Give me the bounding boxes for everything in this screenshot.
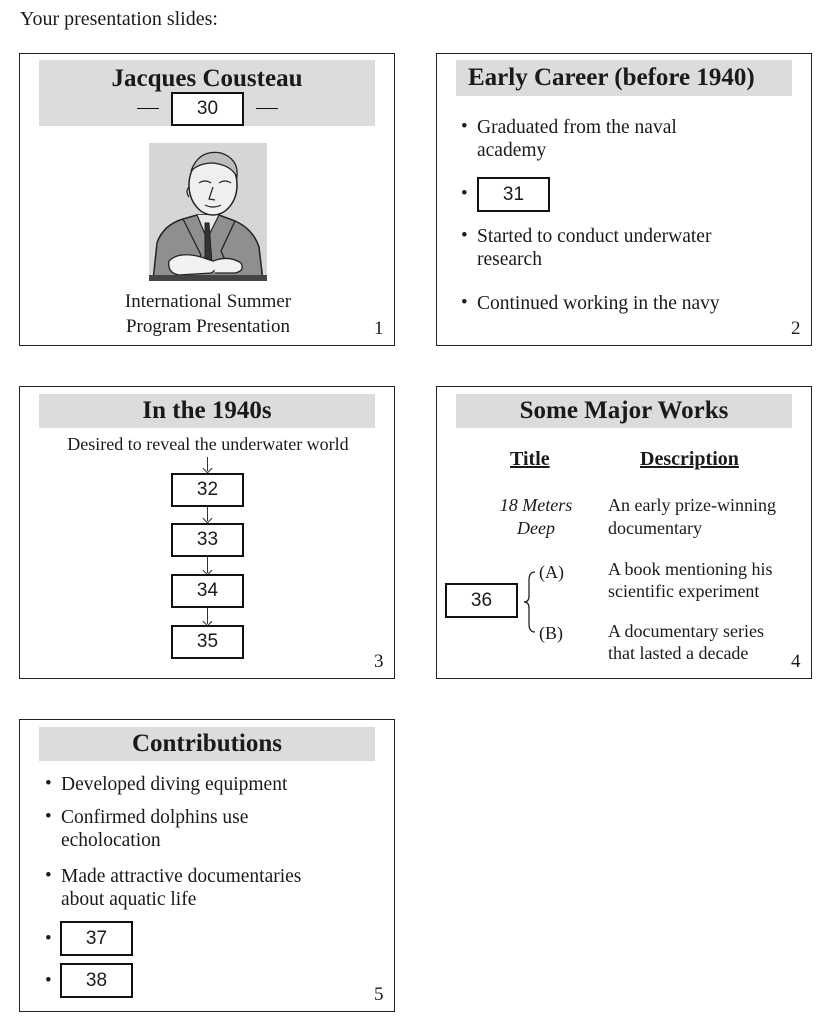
answer-box-30[interactable]: 30 bbox=[171, 92, 244, 126]
slide-1-title: Jacques Cousteau bbox=[111, 65, 303, 92]
bullet-text: Made attractive documentaries about aquatic life bbox=[61, 866, 302, 910]
slide-4-title-bar bbox=[456, 394, 792, 428]
bullet-dot: • bbox=[45, 865, 52, 886]
page-number: 1 bbox=[374, 318, 384, 339]
bullet-dot: • bbox=[45, 970, 52, 991]
page-number: 2 bbox=[791, 318, 801, 339]
bullet-dot: • bbox=[45, 773, 52, 794]
brace bbox=[523, 570, 539, 634]
bullet-dot: • bbox=[461, 183, 468, 204]
bullet-dot: • bbox=[45, 806, 52, 827]
portrait-image bbox=[149, 143, 267, 281]
bullet-text: Continued working in the navy bbox=[477, 293, 720, 314]
dash-left bbox=[137, 108, 159, 109]
page-number: 5 bbox=[374, 984, 384, 1005]
slide-3 bbox=[19, 386, 395, 679]
lead-text: Desired to reveal the underwater world bbox=[67, 434, 349, 454]
bullet-dot: • bbox=[461, 116, 468, 137]
work-description: A documentary series that lasted a decade bbox=[608, 621, 764, 663]
subtitle-line-1: International Summer bbox=[124, 291, 292, 312]
dash-right bbox=[256, 108, 278, 109]
answer-box-31[interactable]: 31 bbox=[477, 177, 550, 212]
work-description: An early prize-winning documentary bbox=[608, 495, 776, 538]
slide-1 bbox=[19, 53, 395, 346]
answer-box-37[interactable]: 37 bbox=[60, 921, 133, 956]
page-number: 4 bbox=[791, 651, 801, 672]
work-description: A book mentioning his scientific experiment bbox=[608, 559, 773, 601]
answer-box-32[interactable]: 32 bbox=[171, 473, 244, 507]
bullet-text: Developed diving equipment bbox=[61, 774, 288, 795]
bullet-dot: • bbox=[461, 225, 468, 246]
work-title: 18 Meters Deep bbox=[499, 495, 573, 538]
column-header-description: Description bbox=[640, 448, 739, 470]
slide-2-title: Early Career (before 1940) bbox=[468, 64, 755, 91]
slide-2 bbox=[436, 53, 812, 346]
column-header-title: Title bbox=[510, 448, 550, 470]
slide-5-title-bar bbox=[39, 727, 375, 761]
bullet-dot: • bbox=[45, 928, 52, 949]
intro-text: Your presentation slides: bbox=[20, 8, 218, 30]
answer-box-35[interactable]: 35 bbox=[171, 625, 244, 659]
bullet-dot: • bbox=[461, 292, 468, 313]
subtitle-line-2: Program Presentation bbox=[125, 316, 291, 337]
slide-4 bbox=[436, 386, 812, 679]
slide-3-title: In the 1940s bbox=[142, 397, 272, 424]
bullet-text: Confirmed dolphins use echolocation bbox=[61, 807, 249, 851]
option-a-label: (A) bbox=[539, 562, 564, 582]
answer-box-33[interactable]: 33 bbox=[171, 523, 244, 557]
answer-box-34[interactable]: 34 bbox=[171, 574, 244, 608]
slide-3-title-bar bbox=[39, 394, 375, 428]
arrowhead bbox=[203, 464, 213, 474]
bullet-text: Graduated from the naval academy bbox=[477, 117, 677, 161]
answer-box-38[interactable]: 38 bbox=[60, 963, 133, 998]
arrowhead bbox=[203, 514, 213, 524]
slide-4-title: Some Major Works bbox=[519, 397, 729, 424]
slide-5-title: Contributions bbox=[131, 730, 283, 757]
bullet-text: Started to conduct underwater research bbox=[477, 226, 712, 270]
answer-box-36[interactable]: 36 bbox=[445, 583, 518, 618]
option-b-label: (B) bbox=[539, 623, 563, 643]
slide-5 bbox=[19, 719, 395, 1012]
page-number: 3 bbox=[374, 651, 384, 672]
slide-2-title-bar bbox=[456, 60, 792, 96]
